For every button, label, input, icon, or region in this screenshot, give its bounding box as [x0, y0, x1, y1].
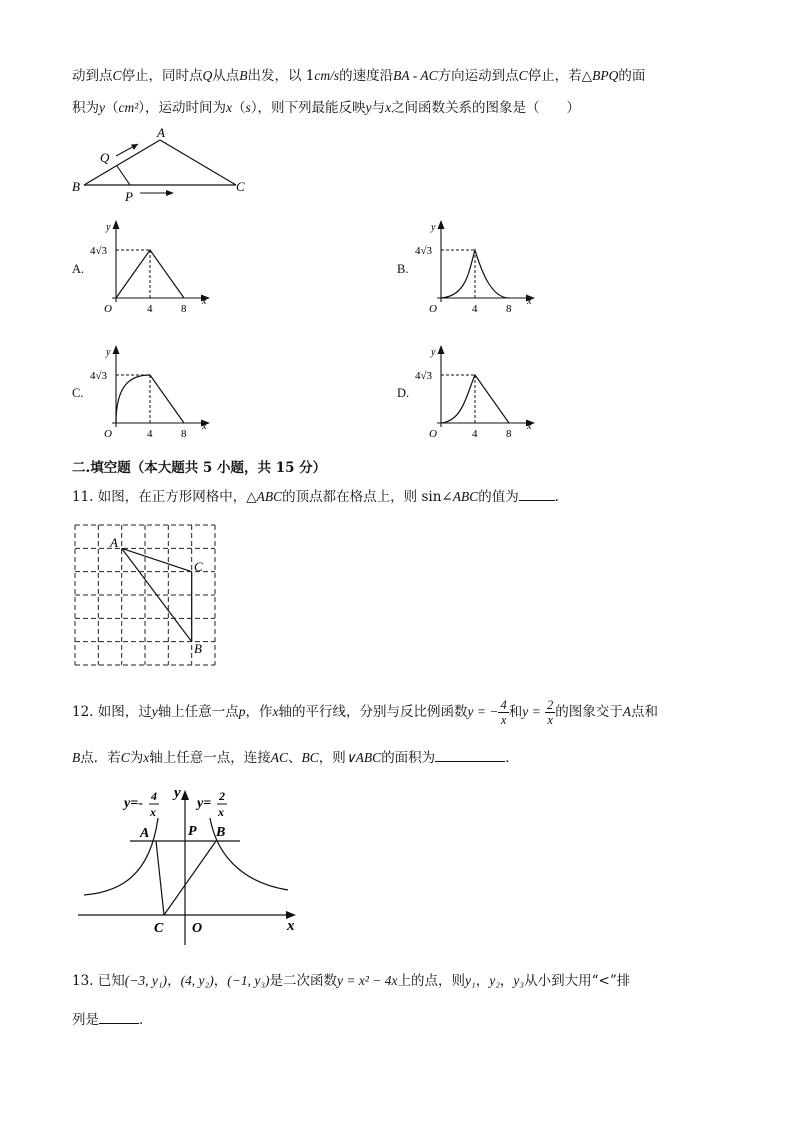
y-axis-arrow — [438, 220, 445, 229]
q12-line2: B点．若C为x轴上任意一点，连接AC、BC，则∨ABC的面积为 ． — [72, 747, 519, 768]
label-4: 4 — [147, 428, 153, 440]
label-B: B — [194, 641, 202, 656]
q11-text: 11. 如图，在正方形网格中，△ABC的顶点都在格点上，则 sin∠ABC的值为 ． — [72, 486, 568, 507]
q11-grid-figure — [70, 520, 220, 670]
label-x: x — [202, 296, 207, 307]
arrowhead-P — [166, 190, 174, 196]
side-AC — [160, 140, 236, 185]
eq1-denominator: x — [150, 805, 156, 819]
label-y: y — [106, 222, 111, 233]
y-axis-arrow — [438, 345, 445, 354]
q10-line2: 积为y（cm²），运动时间为x（s），则下列最能反映y与x之间函数关系的图象是（ ） — [72, 100, 581, 116]
y-axis-arrow — [181, 790, 189, 800]
q12-hyperbola-figure — [70, 780, 310, 955]
option-B-graph[interactable] — [413, 214, 543, 320]
label-O: O — [192, 921, 203, 936]
label-A: A — [140, 826, 150, 841]
label-x: x — [527, 296, 532, 307]
label-O: O — [104, 428, 112, 440]
label-x: x — [527, 421, 532, 432]
y-axis-arrow — [113, 345, 120, 354]
q13-line1: 13. 已知(−3, y₁)，(4, y₂)，(−1, y₃)是二次函数y = x² − 4x上的点，则y₁，y₂，y₃从小到大用“<”排 — [72, 973, 631, 989]
fraction-2-over-x: $\frac{2}{x}$ — [547, 698, 554, 727]
eq1-numerator: 4 — [151, 789, 157, 803]
label-y-axis: y — [174, 785, 181, 801]
eq2-numerator: 2 — [219, 789, 225, 803]
eq2-prefix: y= — [197, 796, 212, 811]
label-A: A — [110, 535, 118, 550]
section-2-title: 二.填空题（本大题共 5 小题，共 15 分） — [72, 460, 327, 476]
option-B-label[interactable]: B. — [397, 262, 409, 276]
option-D-label[interactable]: D. — [397, 386, 410, 400]
fraction-4-over-x: $\frac{4}{x}$ — [500, 698, 507, 727]
label-O: O — [429, 428, 437, 440]
label-Q: Q — [100, 150, 110, 165]
label-8: 8 — [181, 303, 187, 315]
label-P: P — [125, 189, 133, 204]
option-A-graph[interactable] — [88, 214, 218, 320]
eq2-denominator: x — [218, 805, 224, 819]
label-4: 4 — [147, 303, 153, 315]
label-y: y — [106, 347, 111, 358]
label-B: B — [216, 825, 226, 840]
label-8: 8 — [181, 428, 187, 440]
label-4: 4 — [472, 303, 478, 315]
y-axis-arrow — [113, 220, 120, 229]
segment-PQ — [117, 166, 130, 185]
label-8: 8 — [506, 303, 512, 315]
side-AC — [122, 548, 192, 571]
label-8: 8 — [506, 428, 512, 440]
q12-line1: 12. 如图，过y轴上任意一点p，作x轴的平行线，分别与反比例函数y = − $\frac{4}{x}$ 和y = $\frac{2}{x}$ 的图象交于A点和 — [72, 698, 659, 727]
side-BA — [84, 140, 160, 185]
segment-CB — [164, 841, 216, 915]
label-O: O — [104, 303, 112, 315]
label-peak: 4√3 — [415, 245, 433, 257]
label-C: C — [154, 921, 164, 936]
option-C-graph[interactable] — [88, 339, 218, 445]
option-C-label[interactable]: C. — [72, 386, 84, 400]
label-P: P — [188, 824, 197, 839]
q13-answer-blank[interactable] — [99, 1009, 139, 1024]
q13-line2: 列是 ． — [72, 1009, 153, 1030]
option-A-label[interactable]: A. — [72, 262, 85, 276]
segment-AC — [156, 841, 164, 915]
option-D-graph[interactable] — [413, 339, 543, 445]
label-O: O — [429, 303, 437, 315]
label-y: y — [431, 222, 436, 233]
label-B: B — [72, 179, 80, 194]
label-A: A — [157, 125, 165, 140]
label-4: 4 — [472, 428, 478, 440]
eq1-prefix: y=- — [124, 796, 143, 811]
q11-answer-blank[interactable] — [519, 486, 555, 501]
label-x: x — [202, 421, 207, 432]
label-C: C — [194, 559, 203, 574]
label-x-axis: x — [287, 918, 295, 934]
label-peak: 4√3 — [415, 370, 433, 382]
q10-line1: 动到点C停止，同时点Q从点B出发，以 1cm/s的速度沿BA - AC方向运动到点C停止，若△BPQ的面 — [72, 68, 646, 84]
q10-triangle-figure — [60, 122, 260, 208]
label-peak: 4√3 — [90, 370, 108, 382]
label-C: C — [236, 179, 245, 194]
label-peak: 4√3 — [90, 245, 108, 257]
label-y: y — [431, 347, 436, 358]
q12-answer-blank[interactable] — [435, 747, 505, 762]
